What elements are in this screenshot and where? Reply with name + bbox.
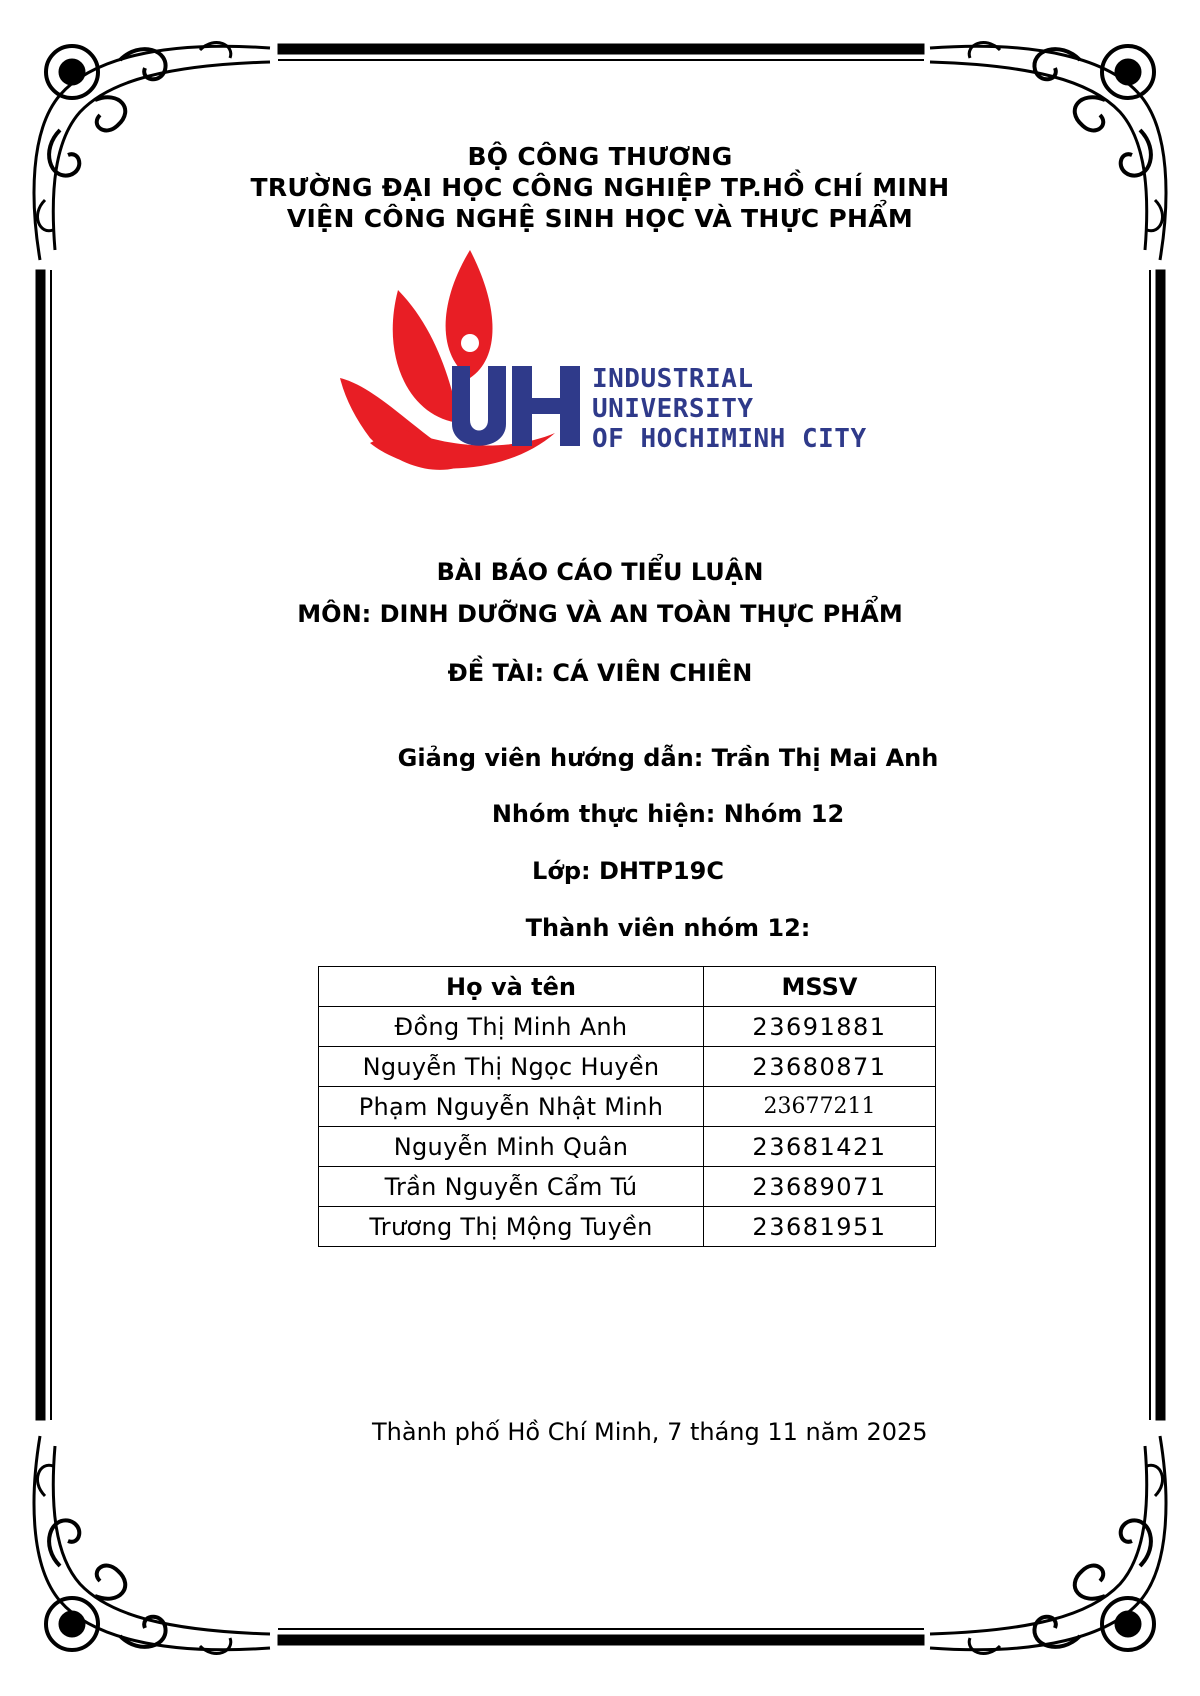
date-line: Thành phố Hồ Chí Minh, 7 tháng 11 năm 2025 bbox=[372, 1418, 928, 1446]
table-row bbox=[319, 1087, 936, 1127]
member-name: Nguyễn Minh Quân bbox=[319, 1127, 704, 1167]
class-line: Lớp: DHTP19C bbox=[532, 857, 724, 885]
table-row bbox=[319, 1207, 936, 1247]
member-name: Trương Thị Mộng Tuyền bbox=[319, 1207, 704, 1247]
ministry-name: BỘ CÔNG THƯƠNG bbox=[467, 142, 733, 171]
members-title: Thành viên nhóm 12: bbox=[525, 914, 811, 942]
member-name: Nguyễn Thị Ngọc Huyền bbox=[319, 1047, 704, 1087]
logo-wordmark bbox=[592, 364, 867, 454]
institute-name: VIỆN CÔNG NGHỆ SINH HỌC VÀ THỰC PHẨM bbox=[286, 204, 914, 233]
member-id: 23689071 bbox=[704, 1167, 936, 1207]
members-table bbox=[318, 966, 936, 1247]
group-line: Nhóm thực hiện: Nhóm 12 bbox=[491, 800, 845, 828]
member-name: Phạm Nguyễn Nhật Minh bbox=[319, 1087, 704, 1127]
table-header-row bbox=[319, 967, 936, 1007]
table-row bbox=[319, 1007, 936, 1047]
table-row bbox=[319, 1127, 936, 1167]
report-type: BÀI BÁO CÁO TIỂU LUẬN bbox=[436, 558, 764, 586]
member-name: Trần Nguyễn Cẩm Tú bbox=[319, 1167, 704, 1207]
member-id: 23677211 bbox=[704, 1087, 936, 1127]
lecturer-line: Giảng viên hướng dẫn: Trần Thị Mai Anh bbox=[397, 744, 939, 772]
report-subject: MÔN: DINH DƯỠNG VÀ AN TOÀN THỰC PHẨM bbox=[297, 600, 903, 628]
header-student-id: MSSV bbox=[704, 967, 936, 1007]
member-id: 23680871 bbox=[704, 1047, 936, 1087]
table-row bbox=[319, 1047, 936, 1087]
member-id: 23691881 bbox=[704, 1007, 936, 1047]
member-id: 23681421 bbox=[704, 1127, 936, 1167]
report-topic: ĐỀ TÀI: CÁ VIÊN CHIÊN bbox=[447, 659, 753, 687]
logo-line-3: OF HOCHIMINH CITY bbox=[592, 424, 867, 454]
member-name: Đồng Thị Minh Anh bbox=[319, 1007, 704, 1047]
member-id: 23681951 bbox=[704, 1207, 936, 1247]
logo-line-2: UNIVERSITY bbox=[592, 394, 754, 424]
logo-line-1: INDUSTRIAL bbox=[592, 364, 754, 394]
university-name: TRƯỜNG ĐẠI HỌC CÔNG NGHIỆP TP.HỒ CHÍ MINH bbox=[250, 173, 950, 202]
header-name: Họ và tên bbox=[319, 967, 704, 1007]
table-row bbox=[319, 1167, 936, 1207]
